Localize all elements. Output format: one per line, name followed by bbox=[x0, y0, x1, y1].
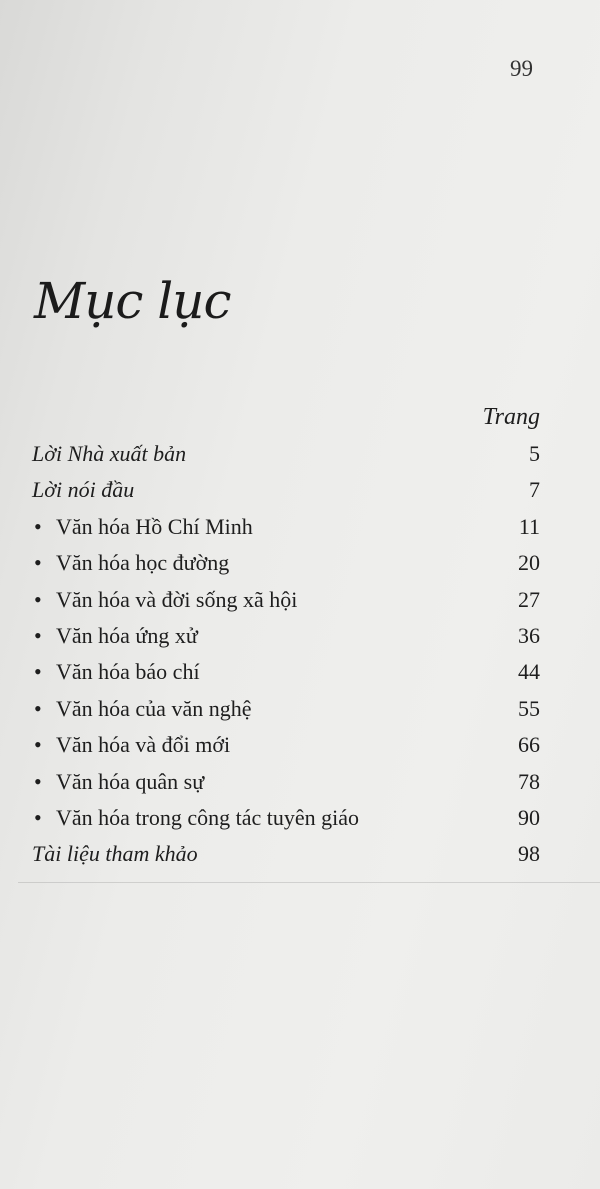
toc-entry-label: Tài liệu tham khảo bbox=[32, 841, 198, 867]
toc-entry-page: 90 bbox=[518, 804, 540, 830]
toc-entry[interactable] bbox=[32, 441, 540, 477]
toc-entry-label-wrap bbox=[32, 732, 230, 758]
page-column-header: Trang bbox=[482, 404, 540, 430]
toc-entry[interactable] bbox=[32, 477, 540, 513]
toc-entry-label-wrap bbox=[32, 477, 134, 503]
bullet-icon: • bbox=[34, 804, 42, 830]
toc-entry-label: Văn hóa báo chí bbox=[56, 659, 200, 685]
toc-entry-page: 7 bbox=[529, 477, 540, 503]
toc-entry-label-wrap bbox=[32, 659, 200, 685]
bullet-icon: • bbox=[34, 768, 42, 794]
page-divider bbox=[18, 882, 600, 883]
toc-entry[interactable] bbox=[32, 623, 540, 659]
toc-entry-label-wrap bbox=[32, 514, 253, 540]
toc-entry-page: 11 bbox=[518, 513, 540, 539]
bullet-icon: • bbox=[34, 586, 42, 612]
bullet-icon: • bbox=[34, 695, 42, 721]
toc-entry-label: Văn hóa ứng xử bbox=[56, 622, 198, 648]
toc-entry-label-wrap bbox=[32, 550, 229, 576]
toc-entry-label-wrap bbox=[32, 623, 198, 649]
bullet-icon: • bbox=[34, 622, 42, 648]
toc-entry-page: 66 bbox=[518, 732, 540, 758]
toc-entry-label-wrap bbox=[32, 841, 198, 867]
toc-entry[interactable] bbox=[32, 659, 540, 695]
toc-entry-label: Lời nói đầu bbox=[32, 477, 135, 503]
toc-entry[interactable] bbox=[32, 550, 540, 586]
toc-entry-page: 55 bbox=[518, 695, 540, 721]
toc-entry-label: Văn hóa và đổi mới bbox=[56, 732, 231, 758]
toc-title: Mục lục bbox=[34, 272, 231, 330]
bullet-icon: • bbox=[34, 659, 42, 685]
toc-entry-label: Văn hóa Hồ Chí Minh bbox=[56, 513, 253, 539]
toc-entry-label: Văn hóa của văn nghệ bbox=[56, 695, 252, 721]
toc-entry[interactable] bbox=[32, 696, 540, 732]
table-of-contents bbox=[32, 441, 540, 878]
bullet-icon: • bbox=[34, 550, 42, 576]
toc-entry-label-wrap bbox=[32, 769, 204, 795]
toc-entry[interactable] bbox=[32, 769, 540, 805]
toc-entry[interactable] bbox=[32, 514, 540, 550]
toc-entry-label-wrap bbox=[32, 587, 297, 613]
toc-entry[interactable] bbox=[32, 732, 540, 768]
toc-entry-label: Lời Nhà xuất bản bbox=[32, 441, 187, 466]
bullet-icon: • bbox=[34, 513, 42, 539]
toc-entry-page: 98 bbox=[518, 841, 540, 867]
toc-entry[interactable] bbox=[32, 805, 540, 841]
toc-entry-label: Văn hóa và đời sống xã hội bbox=[56, 586, 298, 612]
toc-entry-page: 36 bbox=[518, 622, 540, 648]
toc-entry-label: Văn hóa quân sự bbox=[56, 768, 205, 794]
toc-entry-label-wrap bbox=[32, 441, 186, 467]
toc-entry-label-wrap bbox=[32, 805, 359, 831]
toc-entry-label: Văn hóa trong công tác tuyên giáo bbox=[56, 804, 360, 830]
toc-entry-label-wrap bbox=[32, 696, 251, 722]
toc-entry-label: Văn hóa học đường bbox=[56, 550, 230, 576]
toc-entry[interactable] bbox=[32, 587, 540, 623]
toc-entry-page: 5 bbox=[529, 441, 540, 466]
toc-entry-page: 44 bbox=[518, 659, 540, 685]
toc-entry-page: 27 bbox=[518, 586, 540, 612]
bullet-icon: • bbox=[34, 732, 42, 758]
toc-entry-page: 20 bbox=[518, 550, 540, 576]
toc-entry-page: 78 bbox=[518, 768, 540, 794]
toc-entry[interactable] bbox=[32, 841, 540, 877]
page-number: 99 bbox=[510, 56, 533, 81]
